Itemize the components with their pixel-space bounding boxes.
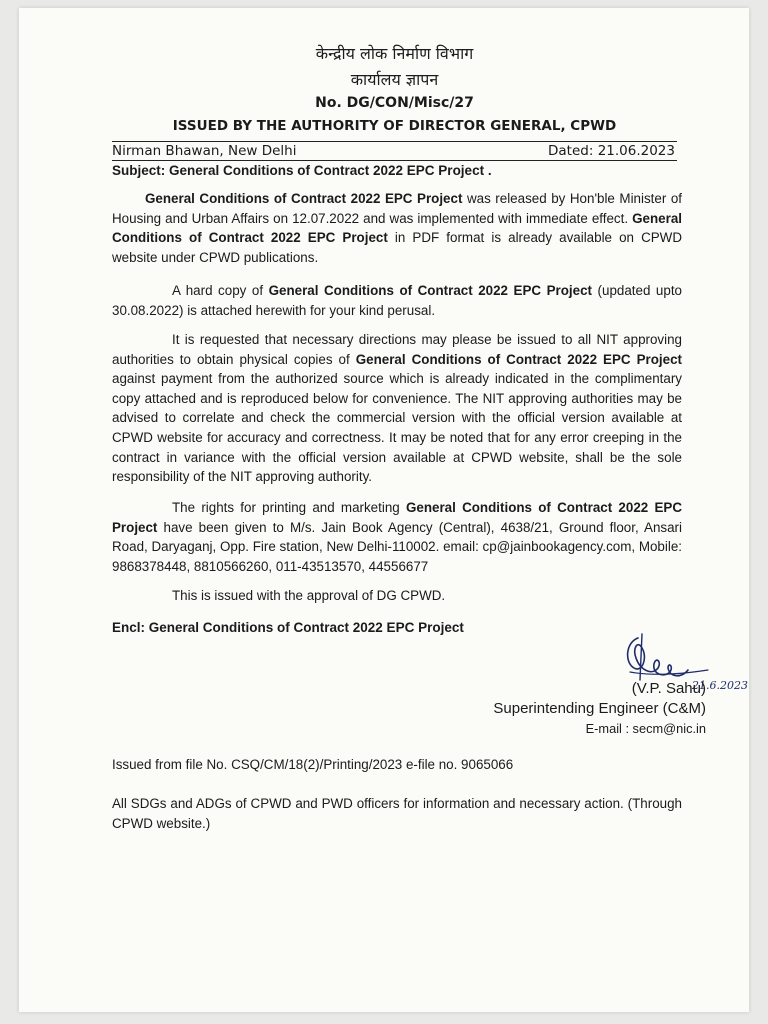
office-memorandum-hindi: कार्यालय ज्ञापन bbox=[350, 70, 439, 89]
document-page bbox=[19, 8, 749, 1012]
issuing-authority: ISSUED BY THE AUTHORITY OF DIRECTOR GENERAL, CPWD bbox=[172, 118, 617, 134]
paragraph-4 bbox=[112, 498, 682, 576]
paragraph-1 bbox=[112, 189, 682, 267]
term-bold: General Conditions of Contract 2022 EPC Project bbox=[355, 351, 682, 367]
paragraph-text: have been given to M/s. Jain Book Agency (Central), 4638/21, Ground floor, Ansari Road, Daryaganj, Opp. Fire station, New Delhi-110002. email: cp@jainbookagency.com, Mobile: 9868378448, 8810566260, 011-43513570, 44556677 bbox=[112, 519, 682, 574]
signatory-designation: Superintending Engineer (C&M) bbox=[493, 700, 706, 717]
paragraph-text: (updated upto 30.08.2022) is attached herewith for your kind perusal. bbox=[112, 283, 682, 318]
paragraph-5 bbox=[112, 586, 682, 606]
department-name-hindi: केन्द्रीय लोक निर्माण विभाग bbox=[315, 44, 474, 63]
issue-date: Dated: 21.06.2023 bbox=[548, 143, 675, 159]
term-bold: General Conditions of Contract 2022 EPC Project bbox=[112, 210, 682, 246]
paragraph-text: in PDF format is already available on CPWD website under CPWD publications. bbox=[112, 230, 682, 265]
paragraph-text: A hard copy of bbox=[172, 283, 269, 298]
term-bold: General Conditions of Contract 2022 EPC Project bbox=[112, 500, 682, 535]
reference-number: No. DG/CON/Misc/27 bbox=[315, 95, 474, 111]
place-date-line bbox=[112, 141, 677, 161]
distribution-list: All SDGs and ADGs of CPWD and PWD officers for information and necessary action. (Through CPWD website.) bbox=[112, 796, 682, 831]
paragraph-text: The rights for printing and marketing bbox=[172, 500, 406, 515]
enclosure-value: General Conditions of Contract 2022 EPC Project bbox=[148, 620, 464, 635]
subject-line: Subject: General Conditions of Contract 2022 EPC Project . bbox=[112, 163, 492, 178]
paragraph-text: This is issued with the approval of DG CPWD. bbox=[172, 588, 446, 603]
term-bold: General Conditions of Contract 2022 EPC Project bbox=[268, 283, 592, 298]
paragraph-3 bbox=[112, 330, 682, 487]
enclosure-line bbox=[112, 618, 677, 638]
signatory-block bbox=[412, 679, 706, 739]
signatory-name: (V.P. Sahu) bbox=[631, 680, 706, 697]
paragraph-text: It is requested that necessary directions may please be issued to all NIT approving authorities to obtain physical copies of bbox=[112, 332, 682, 367]
signature-date: 21.6.2023 bbox=[692, 679, 748, 692]
file-reference: Issued from file No. CSQ/CM/18(2)/Printing/2023 e-file no. 9065066 bbox=[112, 757, 514, 772]
paragraph-2 bbox=[112, 281, 682, 320]
enclosure-label: Encl: bbox=[112, 620, 149, 635]
paragraph-text: against payment from the authorized source which is already indicated in the complimentary copy attached and is reproduced below for convenience. The NIT approving authorities may be advised to correlate and check the commercial version with the official version available at CPWD website for accuracy and correctness. It may be noted that for any error creeping in the contract in variance with the official version available at CPWD website, shall be the sole responsibility of the NIT approving authority. bbox=[112, 371, 682, 485]
signatory-email: E-mail : secm@nic.in bbox=[585, 721, 706, 736]
term-bold: General Conditions of Contract 2022 EPC Project bbox=[145, 191, 463, 206]
issue-place: Nirman Bhawan, New Delhi bbox=[112, 143, 297, 159]
paragraph-text: was released by Hon'ble Minister of Housing and Urban Affairs on 12.07.2022 and was implemented with immediate effect. bbox=[112, 191, 682, 226]
